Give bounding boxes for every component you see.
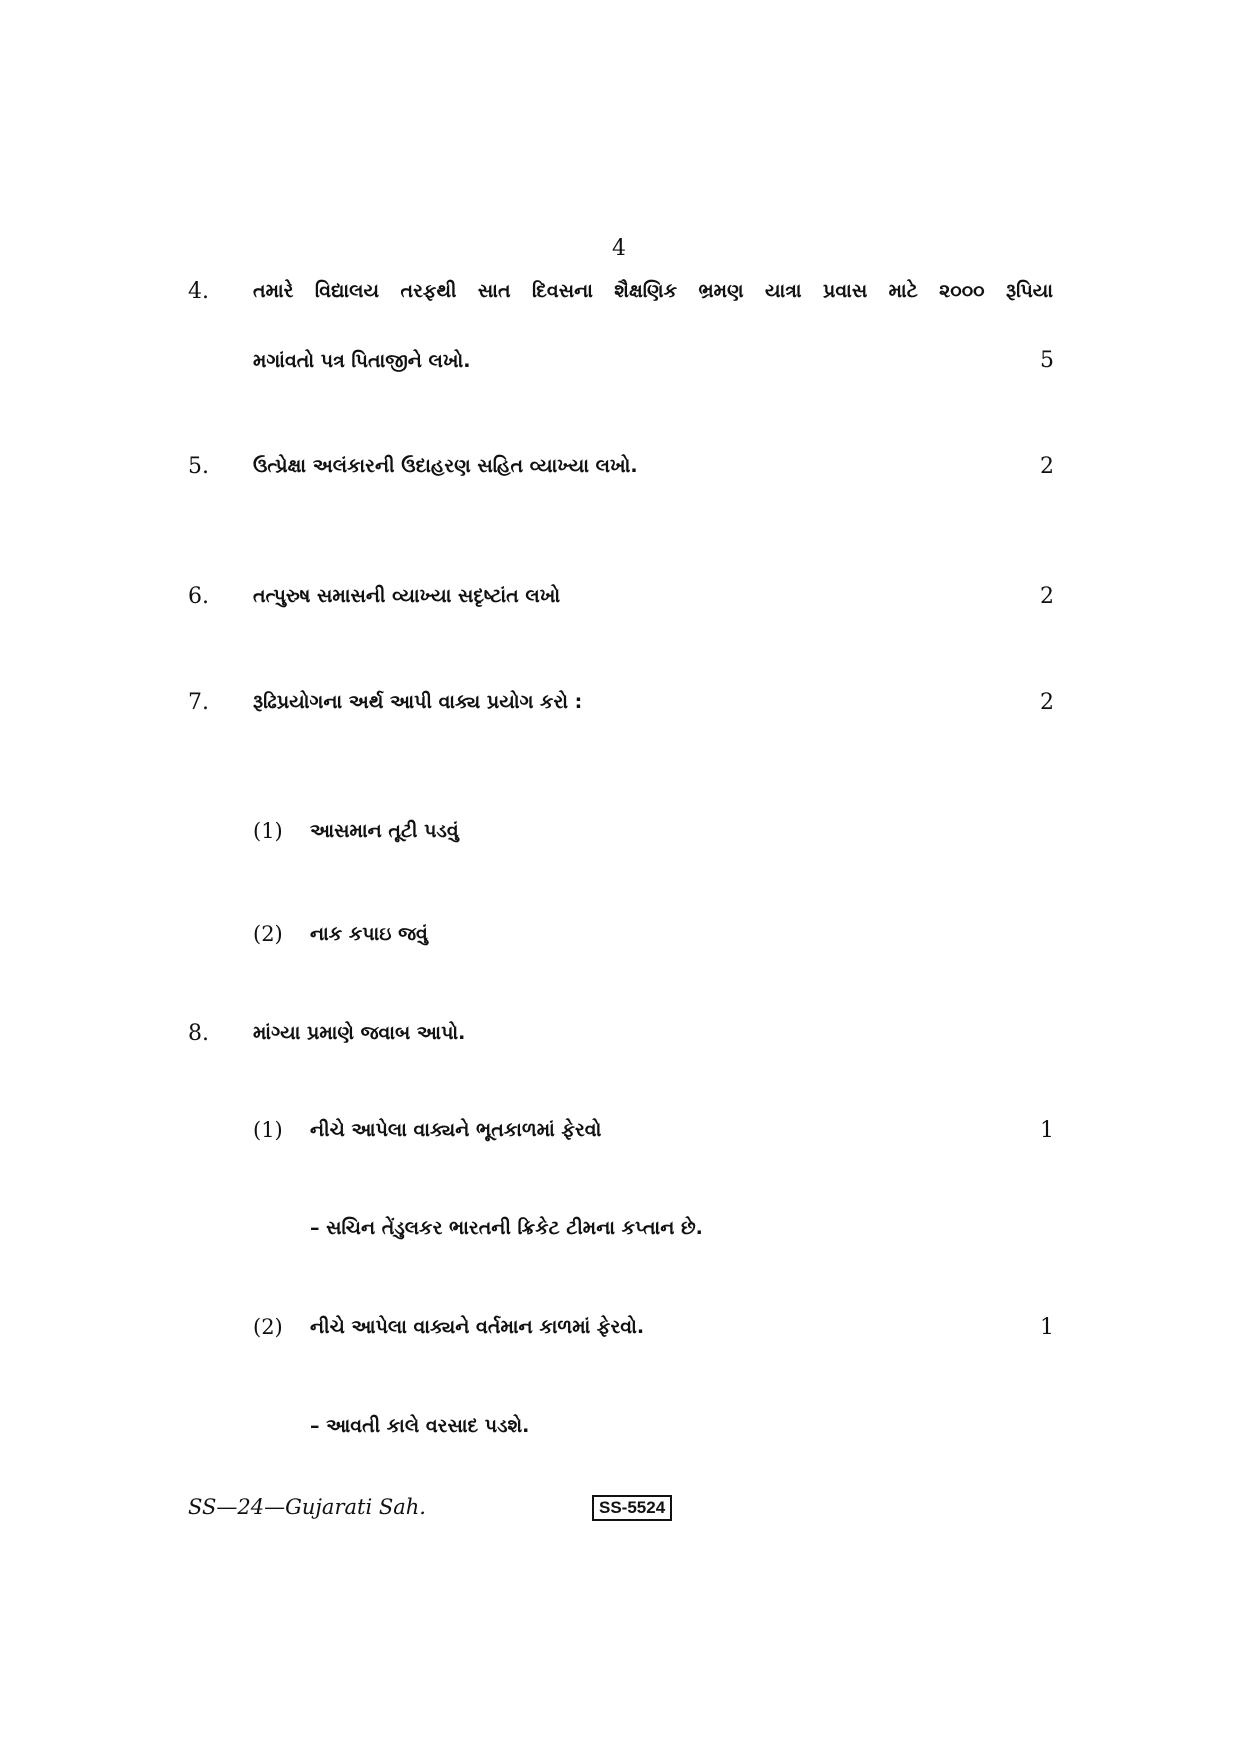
question-5-number: 5. — [188, 454, 209, 479]
question-8-sub-2-number: (2) — [253, 1315, 283, 1339]
question-6-marks: 2 — [1040, 584, 1054, 609]
question-8-sub-1-sentence: – સચિન તેંડુલકર ભારતની ક્રિકેટ ટીમના કપ્તાન છે. — [310, 1217, 703, 1239]
question-8-sub-1-text: નીચે આપેલા વાક્યને ભૂતકાળમાં ફેરવો — [310, 1119, 602, 1141]
question-4-text-line1: તમારે વિદ્યાલય તરફથી સાત દિવસના શૈક્ષણિક ભ્રમણ યાત્રા પ્રવાસ માટે ૨૦૦૦ રૂપિયા — [253, 280, 1053, 302]
question-5-marks: 2 — [1040, 454, 1054, 479]
question-8-sub-1-number: (1) — [253, 1118, 283, 1142]
question-8-sub-1-marks: 1 — [1040, 1118, 1054, 1143]
page-number: 4 — [612, 236, 626, 261]
question-8-sub-2-text: નીચે આપેલા વાક્યને વર્તમાન કાળમાં ફેરવો. — [310, 1316, 645, 1338]
footer-paper-code: SS-5524 — [592, 1495, 672, 1521]
footer-paper-label: SS—24—Gujarati Sah. — [188, 1495, 426, 1519]
question-4-marks: 5 — [1040, 348, 1054, 373]
question-8-text: માંગ્યા પ્રમાણે જવાબ આપો. — [253, 1022, 466, 1044]
question-8-sub-2-sentence: – આવતી કાલે વરસાદ પડશે. — [310, 1415, 530, 1437]
question-6-number: 6. — [188, 584, 209, 609]
question-7-sub-1-text: આસમાન તૂટી પડવું — [310, 820, 459, 842]
question-6-text: તત્પુરુષ સમાસની વ્યાખ્યા સદૃષ્ટાંત લખો — [253, 585, 561, 607]
question-5-text: ઉત્પ્રેક્ષા અલંકારની ઉદાહરણ સહિત વ્યાખ્યા લખો. — [253, 455, 638, 477]
question-7-sub-1-number: (1) — [253, 819, 283, 843]
question-8-number: 8. — [188, 1021, 209, 1046]
question-7-text: રૂઢિપ્રયોગના અર્થ આપી વાક્ય પ્રયોગ કરો : — [253, 691, 583, 713]
question-8-sub-2-marks: 1 — [1040, 1315, 1054, 1340]
question-7-sub-2-number: (2) — [253, 922, 283, 946]
question-4-number: 4. — [188, 279, 209, 304]
question-4-text-line2: મગાંવતો પત્ર પિતાજીને લખો. — [253, 350, 471, 372]
question-7-sub-2-text: નાક કપાઇ જવું — [310, 923, 428, 945]
question-7-marks: 2 — [1040, 690, 1054, 715]
question-7-number: 7. — [188, 690, 209, 715]
